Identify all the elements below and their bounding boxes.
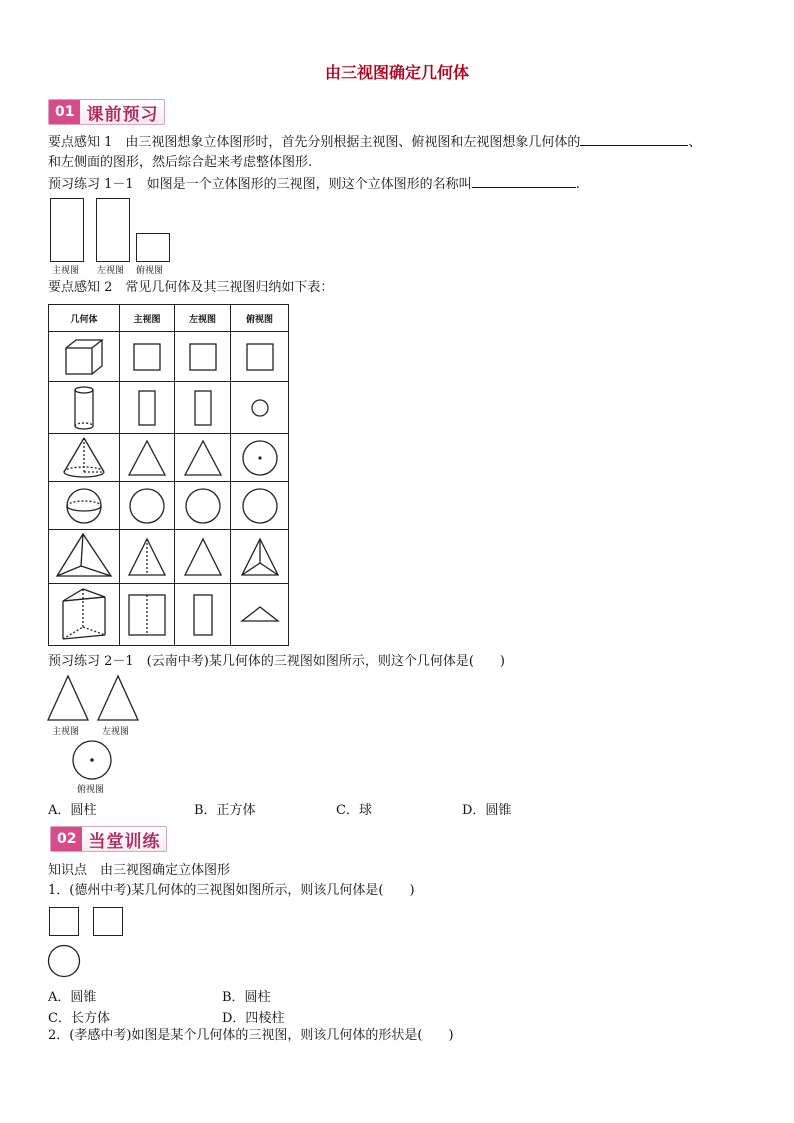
front-view-caption: 主视图 xyxy=(52,266,80,276)
top-view-circle xyxy=(47,944,81,978)
table-row xyxy=(49,434,289,482)
front-view-triangle xyxy=(46,674,90,722)
page-title: 由三视图确定几何体 xyxy=(324,63,469,82)
section-title: 课前预习 xyxy=(86,104,159,125)
answer-blank[interactable] xyxy=(472,175,576,188)
square-icon xyxy=(132,342,162,372)
section-header-preview xyxy=(48,99,165,125)
header-front-view: 主视图 xyxy=(120,305,175,332)
table-row xyxy=(49,382,289,434)
cylinder-front-view xyxy=(120,382,175,434)
triangle-flat-icon xyxy=(240,605,280,625)
front-view-caption: 主视图 xyxy=(52,727,80,737)
circle-icon xyxy=(241,487,279,525)
circle-with-center-icon xyxy=(241,439,279,477)
top-view-rect xyxy=(136,233,170,262)
triangular-pyramid-front-view xyxy=(120,530,175,584)
cylinder-solid xyxy=(49,382,120,434)
section-number: 01 xyxy=(49,100,80,124)
triangle-icon xyxy=(183,537,223,577)
cone-icon xyxy=(60,436,108,480)
circle-icon xyxy=(250,398,270,418)
circle-icon xyxy=(184,487,222,525)
option-d[interactable]: D．四棱柱 xyxy=(222,1011,285,1026)
cone-left-view xyxy=(175,434,231,482)
key-point-1-line-1: 要点感知 1 由三视图想象立体图形时，首先分别根据主视图、俯视图和左视图想象几何体的 、 xyxy=(48,135,702,150)
triangular-pyramid-top-view xyxy=(231,530,289,584)
square-icon xyxy=(245,342,275,372)
cone-solid xyxy=(49,434,120,482)
table-row xyxy=(49,530,289,584)
knowledge-point-title: 知识点 由三视图确定立体图形 xyxy=(48,863,231,878)
triangle-with-center-icon xyxy=(240,537,280,577)
rectangle-icon xyxy=(193,389,213,427)
rectangle-icon xyxy=(137,389,157,427)
option-b[interactable]: B．正方体 xyxy=(194,803,256,818)
header-left-view: 左视图 xyxy=(175,305,231,332)
cylinder-top-view xyxy=(231,382,289,434)
cube-front-view xyxy=(120,332,175,382)
front-view-square xyxy=(49,907,79,936)
triangle-dashed-icon xyxy=(127,537,167,577)
front-view-rect xyxy=(50,198,84,262)
left-view-triangle xyxy=(96,674,140,722)
table-row xyxy=(49,584,289,646)
triangular-prism-front-view xyxy=(120,584,175,646)
top-view-circle xyxy=(70,740,114,780)
triangle-icon xyxy=(127,439,167,477)
rectangle-icon xyxy=(192,593,214,637)
left-view-caption: 左视图 xyxy=(97,266,125,276)
header-solid: 几何体 xyxy=(49,305,120,332)
table-row xyxy=(49,332,289,382)
three-views-table xyxy=(48,304,289,646)
key-point-2: 要点感知 2 常见几何体及其三视图归纳如下表： xyxy=(48,280,334,295)
option-b[interactable]: B．圆柱 xyxy=(222,990,271,1005)
table-header-row xyxy=(49,305,289,332)
cube-left-view xyxy=(175,332,231,382)
cone-front-view xyxy=(120,434,175,482)
cylinder-left-view xyxy=(175,382,231,434)
triangular-pyramid-left-view xyxy=(175,530,231,584)
option-a[interactable]: A．圆锥 xyxy=(48,990,97,1005)
section-title: 当堂训练 xyxy=(88,831,161,852)
option-c[interactable]: C．球 xyxy=(336,803,372,818)
cube-top-view xyxy=(231,332,289,382)
triangle-icon xyxy=(183,439,223,477)
option-d[interactable]: D．圆锥 xyxy=(462,803,512,818)
section-number: 02 xyxy=(51,827,82,851)
top-view-caption: 俯视图 xyxy=(136,266,164,276)
cone-top-view xyxy=(231,434,289,482)
rectangle-dashed-icon xyxy=(127,593,167,637)
option-a[interactable]: A．圆柱 xyxy=(48,803,97,818)
key-point-1-line-2: 和左侧面的图形，然后综合起来考虑整体图形. xyxy=(48,155,313,170)
header-top-view: 俯视图 xyxy=(231,305,289,332)
sphere-left-view xyxy=(175,482,231,530)
section-header-practice xyxy=(50,826,167,852)
question-2: 2．(孝感中考)如图是某个几何体的三视图，则该几何体的形状是( ) xyxy=(48,1028,454,1043)
triangular-prism-top-view xyxy=(231,584,289,646)
circle-icon xyxy=(128,487,166,525)
exercise-1-1: 预习练习 1－1 如图是一个立体图形的三视图，则这个立体图形的名称叫 . xyxy=(48,177,580,192)
exercise-2-1: 预习练习 2－1 (云南中考)某几何体的三视图如图所示，则这个几何体是( ) xyxy=(48,654,505,669)
triangular-prism-icon xyxy=(59,587,109,643)
triangular-pyramid-solid xyxy=(49,530,120,584)
table-row xyxy=(49,482,289,530)
square-icon xyxy=(188,342,218,372)
top-view-caption: 俯视图 xyxy=(77,785,105,795)
triangular-prism-solid xyxy=(49,584,120,646)
left-view-square xyxy=(93,907,123,936)
left-view-rect xyxy=(96,198,130,262)
cube-icon xyxy=(62,337,106,377)
sphere-top-view xyxy=(231,482,289,530)
sphere-solid xyxy=(49,482,120,530)
left-view-caption: 左视图 xyxy=(102,727,130,737)
option-c[interactable]: C．长方体 xyxy=(48,1011,110,1026)
sphere-front-view xyxy=(120,482,175,530)
answer-blank[interactable] xyxy=(580,133,688,146)
question-1: 1．(德州中考)某几何体的三视图如图所示，则该几何体是( ) xyxy=(48,883,415,898)
cylinder-icon xyxy=(69,384,99,432)
triangular-pyramid-icon xyxy=(55,532,113,582)
cube-solid xyxy=(49,332,120,382)
sphere-icon xyxy=(65,487,103,525)
triangular-prism-left-view xyxy=(175,584,231,646)
